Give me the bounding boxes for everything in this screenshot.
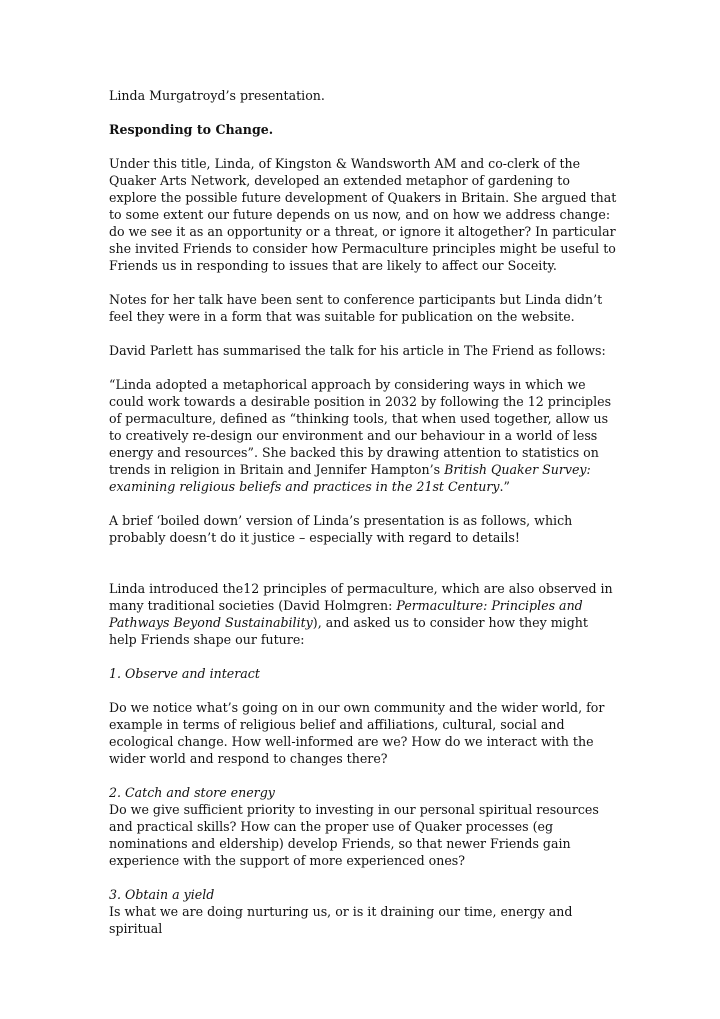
- principles-intro-paragraph: [109, 580, 619, 648]
- boiled-down-paragraph: A brief ‘boiled down’ version of Linda’s presentation is as follows, which probably doesn’t do it justice – especially with regard to details!: [109, 513, 573, 545]
- principle-1-heading: 1. Observe and interact: [109, 666, 260, 681]
- principle-1-text: Do we notice what’s going on in our own community and the wider world, for example in terms of religious belief and affiliations, cultural, social and ecological change. How well-informed are we? How do we interact with the wider world and respond to changes there?: [109, 700, 605, 766]
- principle-2-text: Do we give sufficient priority to investing in our personal spiritual resources and practical skills? How can the proper use of Quaker processes (eg nominations and eldership) develop Friends, so that newer Friends gain experience with the support of more experienced ones?: [109, 802, 599, 868]
- quote-main-text: “Linda adopted a metaphorical approach by considering ways in which we could work towards a desirable position in 2032 by following the 12 principles of permaculture, defined as “thinking tools, that when used together, allow us to creatively re-design our environment and our behaviour in a world of less energy and resources”. She backed this by drawing attention to statistics on trends in religion in Britain and Jennifer Hampton’s: [109, 377, 612, 477]
- quote-paragraph: [109, 376, 619, 495]
- principles-book-title: Permaculture: Principles and Pathways Beyond Sustainability: [109, 598, 583, 630]
- quote-end-text: .”: [499, 479, 510, 494]
- principle-2-heading: 2. Catch and store energy: [109, 785, 275, 800]
- document-title: Responding to Change.: [109, 122, 274, 137]
- principle-3-heading: 3. Obtain a yield: [109, 887, 215, 902]
- intro-paragraph: Under this title, Linda, of Kingston & Wandsworth AM and co-clerk of the Quaker Arts Network, developed an extended metaphor of gardening to explore the possible future development of Quakers in Britain. She argued that to some extent our future depends on us now, and on how we address change: do we see it as an opportunity or a threat, or ignore it altogether? In particular she invited Friends to consider how Permaculture principles might be useful to Friends us in responding to issues that are likely to affect our Soceity.: [109, 156, 617, 273]
- document-page: [109, 87, 619, 937]
- notes-paragraph: Notes for her talk have been sent to conference participants but Linda didn’t feel they were in a form that was suitable for publication on the website.: [109, 292, 603, 324]
- quote-book-title: British Quaker Survey: examining religious beliefs and practices in the 21st Century: [109, 462, 591, 494]
- principles-intro-text-a: Linda introduced the12 principles of permaculture, which are also observed in many traditional societies (David Holmgren:: [109, 581, 613, 613]
- principles-intro-text-b: ), and asked us to consider how they might help Friends shape our future:: [109, 615, 588, 647]
- document-heading: Linda Murgatroyd’s presentation.: [109, 88, 325, 103]
- principle-3-text: Is what we are doing nurturing us, or is it draining our time, energy and spiritual: [109, 904, 573, 936]
- summary-intro-paragraph: David Parlett has summarised the talk for his article in The Friend as follows:: [109, 343, 606, 358]
